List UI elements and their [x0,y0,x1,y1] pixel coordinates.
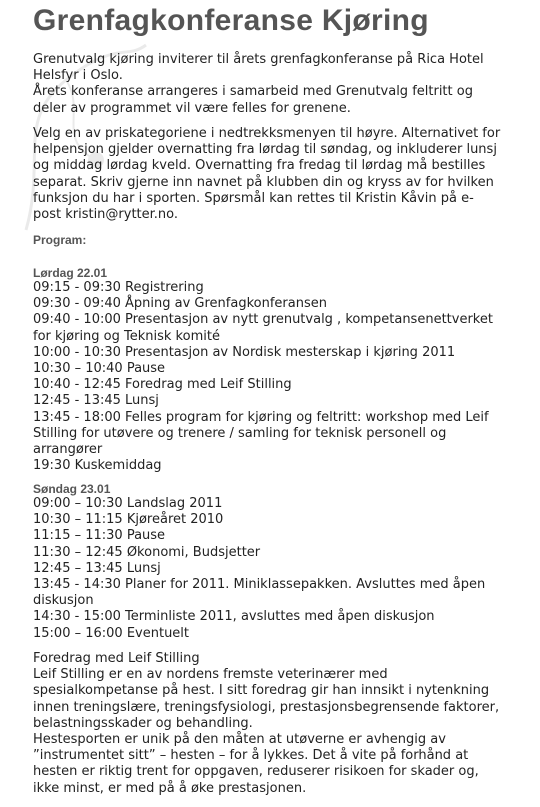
schedule-item: 10:00 - 10:30 Presentasjon av Nordisk mesterskap i kjøring 2011 [33,344,456,360]
schedule-item: 09:00 – 10:30 Landslag 2011 [33,496,223,511]
info-line: funksjon du har i sporten. Spørsmål kan rettes til Kristin Kåvin på e- [33,190,474,206]
schedule-item: 10:40 - 12:45 Foredrag med Leif Stilling [33,377,292,393]
lecture-line: innen treningslære, treningsfysiologi, prestasjonsbegrensende faktorer, [33,699,500,715]
intro-line: Helsfyr i Oslo. [33,68,123,84]
schedule-item: 11:30 – 12:45 Økonomi, Budsjetter [33,544,261,560]
schedule-item: 19:30 Kuskemiddag [33,458,162,474]
lecture-line: ikke minst, er med på å øke prestasjonen. [33,780,307,796]
schedule-item: 14:30 - 15:00 Terminliste 2011, avsluttes med åpen diskusjon [33,609,435,625]
lecture-line: ”instrumentet sitt” – hesten – for å lykkes. Det å vite på forhånd at [33,748,469,764]
schedule-item: 09:30 - 09:40 Åpning av Grenfagkonferansen [33,296,327,312]
schedule-item: 15:00 – 16:00 Eventuelt [33,625,190,641]
schedule-item: 09:15 - 09:30 Registrering [33,280,204,295]
lecture-line: belastningsskader og behandling. [33,715,253,731]
intro-line: Grenutvalg kjøring inviterer til årets grenfagkonferanse på Rica Hotel [33,52,484,67]
schedule-item: 09:40 - 10:00 Presentasjon av nytt grenutvalg , kompetansenettverket [33,312,493,328]
saturday-schedule [33,280,533,474]
intro-line: deler av programmet vil være felles for grenene. [33,100,351,116]
lecture-line: Leif Stilling er en av nordens fremste veterinærer med [33,667,388,683]
schedule-item: 12:45 – 13:45 Lunsj [33,560,161,576]
info-line: post kristin@rytter.no. [33,207,179,223]
intro-paragraph [33,52,533,117]
info-line: helpensjon gjelder overnatting fra lørdag til søndag, og inkluderer lunsj [33,142,497,158]
schedule-item: 13:45 - 14:30 Planer for 2011. Miniklassepakken. Avsluttes med åpen [33,577,486,593]
saturday-heading: Lørdag 22.01 [33,266,108,280]
sunday-schedule [33,496,533,642]
info-line: Velg en av priskategoriene i nedtrekksmenyen til høyre. Alternativet for [33,126,501,141]
info-line: separat. Skriv gjerne inn navnet på klubben din og kryss av for hvilken [33,174,494,190]
schedule-item: diskusjon [33,593,94,609]
info-paragraph [33,126,533,223]
lecture-line: spesialkompetanse på hest. I sitt foredrag gir han innsikt i nytenkning [33,683,490,699]
schedule-item: 12:45 - 13:45 Lunsj [33,393,159,409]
schedule-item: Stilling for utøvere og trenere / samling for teknisk personell og [33,425,447,441]
lecture-heading: Foredrag med Leif Stilling [33,651,200,666]
lecture-line: Hestesporten er unik på den måten at utøverne er avhengig av [33,732,446,748]
schedule-item: 10:30 – 11:15 Kjøreåret 2010 [33,512,224,528]
info-line: og middag lørdag kveld. Overnatting fra fredag til lørdag må bestilles [33,158,486,174]
page-title: Grenfagkonferanse Kjøring [33,4,429,37]
schedule-item: 13:45 - 18:00 Felles program for kjøring og feltritt: workshop med Leif [33,409,489,425]
lecture-paragraph [33,651,533,797]
schedule-item: 11:15 – 11:30 Pause [33,528,166,544]
sunday-heading: Søndag 23.01 [33,482,111,496]
schedule-item: arrangører [33,442,103,458]
program-label: Program: [33,233,87,247]
schedule-item: 10:30 – 10:40 Pause [33,361,166,377]
lecture-line: hesten er riktig trent for oppgaven, reduserer risikoen for skader og, [33,764,479,780]
intro-line: Årets konferanse arrangeres i samarbeid med Grenutvalg feltritt og [33,84,473,100]
schedule-item: for kjøring og Teknisk komité [33,328,220,344]
